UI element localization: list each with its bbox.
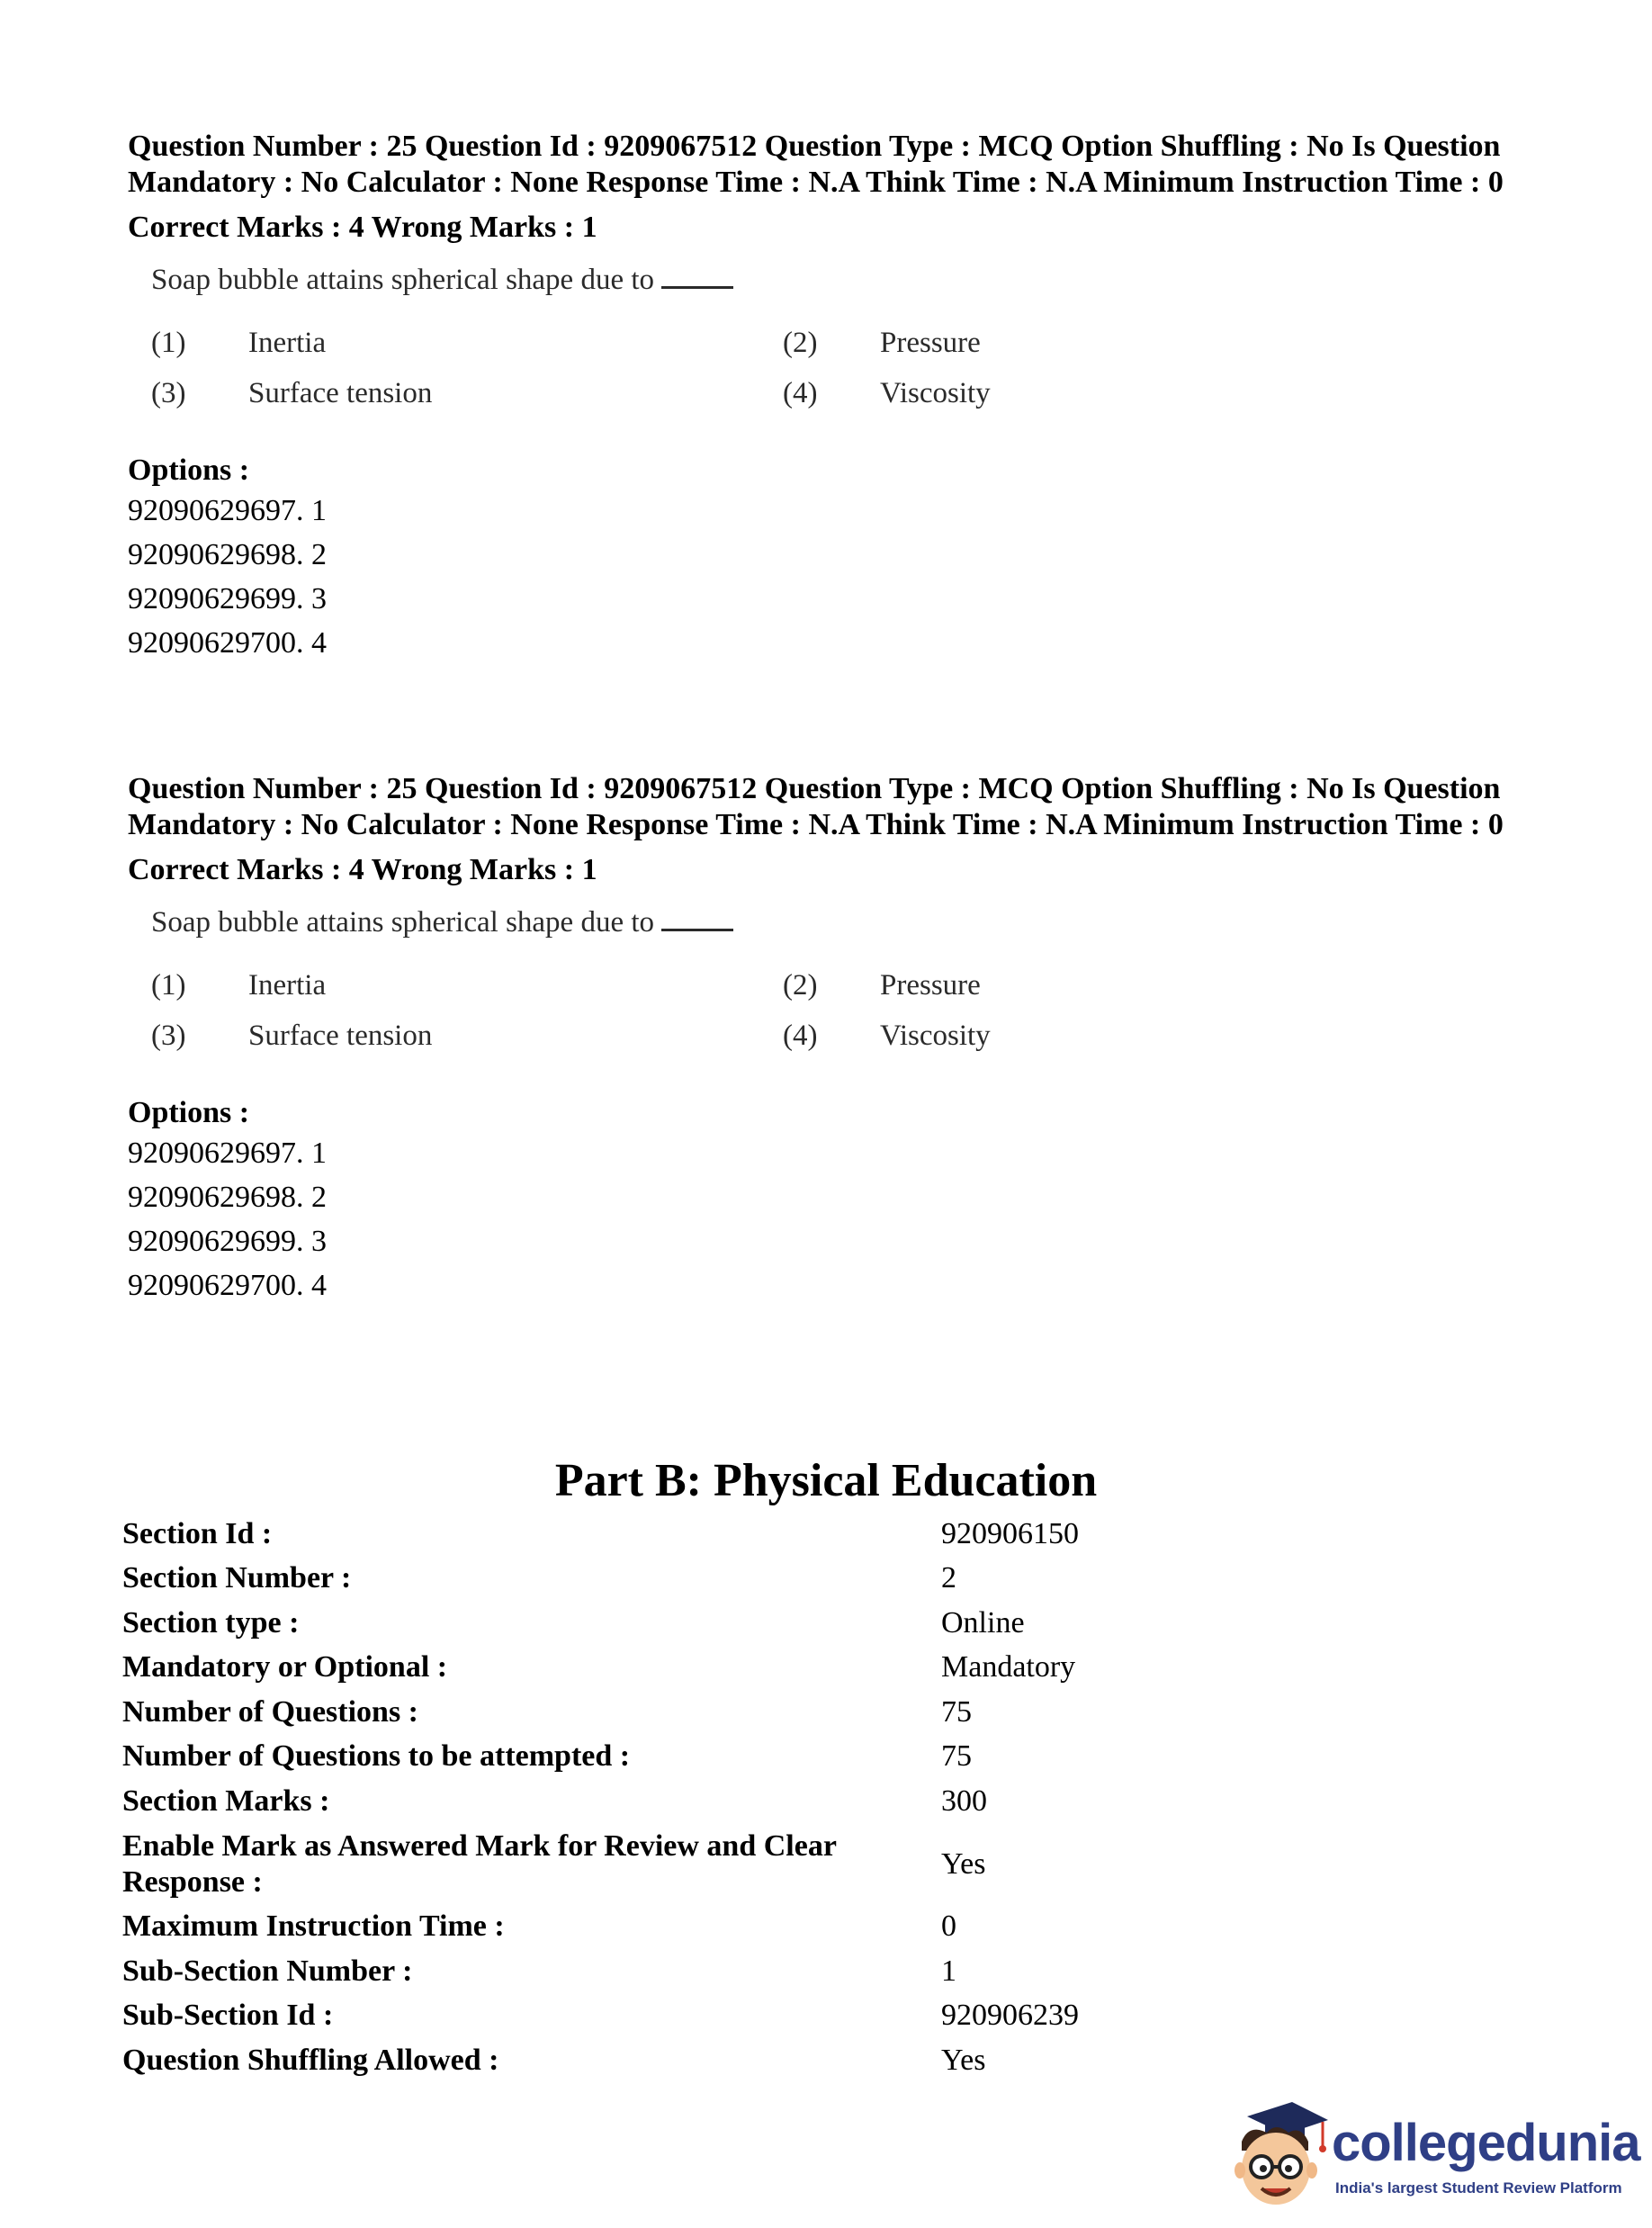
row-value: 2	[941, 1561, 956, 1595]
row-key: Section type :	[122, 1605, 300, 1640]
table-row	[122, 1779, 1391, 1824]
row-value: 1	[941, 1954, 956, 1988]
row-value: Mandatory	[941, 1650, 1076, 1684]
choice-text: Viscosity	[880, 1020, 991, 1052]
choice-text: Inertia	[248, 327, 327, 359]
table-row	[122, 2038, 1391, 2083]
choice-text: Surface tension	[248, 377, 433, 409]
option-line: 92090629699. 3	[128, 582, 327, 615]
option-line: 92090629698. 2	[128, 1181, 327, 1214]
row-key: Sub-Section Number :	[122, 1954, 413, 1988]
logo-tagline: India's largest Student Review Platform	[1335, 2179, 1622, 2197]
table-row	[122, 1735, 1391, 1780]
part-title: Part B: Physical Education	[554, 1455, 1098, 1506]
choice-number: (3)	[151, 1020, 186, 1052]
row-key: Question Shuffling Allowed :	[122, 2043, 499, 2077]
choice-text: Pressure	[880, 327, 981, 359]
choice-number: (2)	[783, 969, 818, 1002]
student-mascot-icon	[1222, 2097, 1330, 2214]
option-line: 92090629700. 4	[128, 1269, 327, 1302]
table-row	[122, 1824, 1391, 1905]
row-key: Number of Questions :	[122, 1694, 418, 1729]
choice-text: Viscosity	[880, 377, 991, 409]
choice-number: (4)	[783, 1020, 818, 1052]
option-line: 92090629697. 1	[128, 1136, 327, 1170]
row-value: 75	[941, 1694, 972, 1729]
option-line: 92090629697. 1	[128, 494, 327, 527]
row-key: Mandatory or Optional :	[122, 1650, 448, 1684]
logo-brand: collegedunia	[1332, 2114, 1640, 2172]
choice-text: Surface tension	[248, 1020, 433, 1052]
choice-number: (3)	[151, 377, 186, 409]
row-key: Section Id :	[122, 1516, 273, 1550]
question-header: Question Number : 25 Question Id : 9209067512 Question Type : MCQ Option Shuffling : No Is Question Mandatory : No Calculator : None Response Time : N.A Think Time : N.A Minimum Instruction Time : 0	[128, 772, 1504, 841]
question-stem	[151, 906, 733, 939]
row-key: Number of Questions to be attempted :	[122, 1739, 631, 1774]
choice-text: Inertia	[248, 969, 327, 1002]
table-row	[122, 1690, 1391, 1735]
row-key: Sub-Section Id :	[122, 1999, 334, 2033]
row-value: 0	[941, 1909, 956, 1944]
question-block-1	[128, 129, 1531, 665]
row-value: 300	[941, 1783, 987, 1818]
table-row	[122, 1646, 1391, 1691]
table-row	[122, 1512, 1391, 1557]
question-marks: Correct Marks : 4 Wrong Marks : 1	[128, 211, 597, 244]
option-line: 92090629700. 4	[128, 626, 327, 660]
answer-blank	[661, 268, 733, 289]
choice-number: (1)	[151, 327, 186, 359]
row-key: Maximum Instruction Time :	[122, 1909, 505, 1944]
choice-text: Pressure	[880, 969, 981, 1002]
choice-number: (1)	[151, 969, 186, 1002]
row-key: Enable Mark as Answered Mark for Review and Clear Response :	[122, 1828, 837, 1899]
row-value: 920906150	[941, 1516, 1079, 1550]
table-row	[122, 1949, 1391, 1994]
option-line: 92090629699. 3	[128, 1225, 327, 1258]
table-row	[122, 1994, 1391, 2039]
row-value: Yes	[941, 1846, 986, 1881]
question-stem-text: Soap bubble attains spherical shape due to	[151, 264, 655, 296]
question-marks: Correct Marks : 4 Wrong Marks : 1	[128, 853, 597, 886]
question-image	[151, 906, 1051, 1077]
table-row	[122, 1557, 1391, 1602]
collegedunia-logo[interactable]	[1222, 2097, 1640, 2214]
choice-number: (4)	[783, 377, 818, 409]
answer-blank	[661, 911, 733, 931]
choice-number: (2)	[783, 327, 818, 359]
question-stem	[151, 264, 733, 297]
question-image	[151, 264, 1051, 435]
row-value: 920906239	[941, 1999, 1079, 2033]
row-value: Online	[941, 1605, 1025, 1640]
options-label: Options :	[128, 454, 250, 487]
table-row	[122, 1905, 1391, 1950]
section-info-table	[122, 1512, 1391, 2083]
table-row	[122, 1601, 1391, 1646]
row-value: Yes	[941, 2043, 986, 2077]
question-stem-text: Soap bubble attains spherical shape due to	[151, 906, 655, 939]
option-line: 92090629698. 2	[128, 538, 327, 571]
question-header: Question Number : 25 Question Id : 9209067512 Question Type : MCQ Option Shuffling : No Is Question Mandatory : No Calculator : None Response Time : N.A Think Time : N.A Minimum Instruction Time : 0	[128, 130, 1504, 199]
row-key: Section Marks :	[122, 1783, 330, 1818]
options-label: Options :	[128, 1096, 250, 1129]
row-key: Section Number :	[122, 1561, 352, 1595]
row-value: 75	[941, 1739, 972, 1774]
question-block-2	[128, 771, 1531, 1307]
